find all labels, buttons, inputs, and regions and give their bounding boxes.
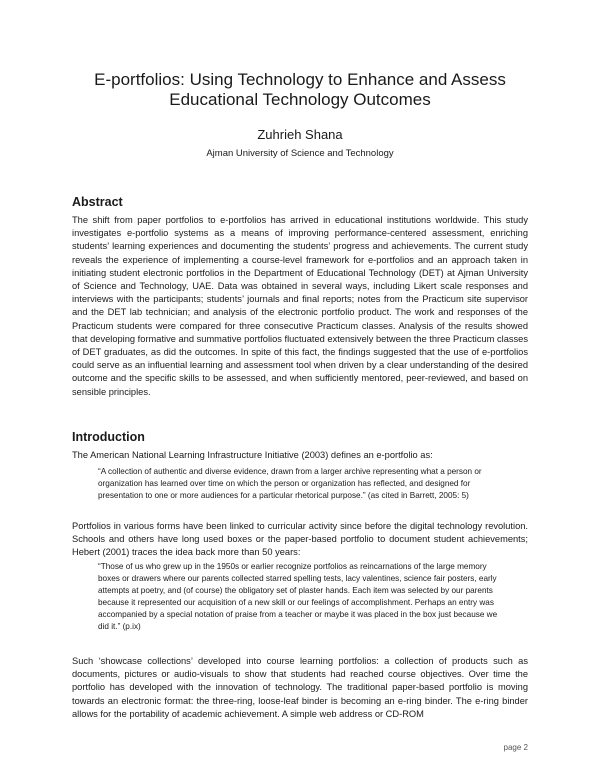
paper-title: E-portfolios: Using Technology to Enhance and Assess Educational Technology Outcomes <box>94 70 506 109</box>
abstract-text: The shift from paper portfolios to e-portfolios has arrived in educational institutions worldwide. This study investigates e-portfolio systems as a means of improving performance-centered assessment, enriching students’ learning experiences and documenting the students’ progress and achievements. The current study reveals the experience of implementing a course-level framework for e-portfolios and an approach taken in initiating student electronic portfolios in the Department of Educational Technology (DET) at Ajman University of Science and Technology, UAE. Data was obtained in several ways, including Likert scale responses and interviews with the participants; students’ journals and final reports; notes from the Practicum site supervisor and the DET lab technician; and analysis of the electronic portfolio product. The work and responses of the Practicum students were compared for three consecutive Practicum classes. Analysis of the results showed that developing formative and summative portfolios fluctuated extensively between the three Practicum classes of DET graduates, as did the outcomes. In spite of this fact, the findings suggested that the use of e-portfolios could serve as an influential learning and assessment tool when driven by a clear understanding of the desired outcome and the specific skills to be assessed, and when sufficiently mentored, peer-reviewed, and based on sensible principles. <box>72 215 528 397</box>
abstract-heading: Abstract <box>72 195 123 209</box>
intro-lead-paragraph: The American National Learning Infrastructure Initiative (2003) defines an e-portfolio as: <box>72 450 433 460</box>
page-number: page 2 <box>503 743 528 752</box>
author-affiliation: Ajman University of Science and Technology <box>206 148 394 159</box>
introduction-heading: Introduction <box>72 430 145 444</box>
intro-paragraph-2: Portfolios in various forms have been linked to curricular activity since before the digital technology revolution. Schools and others have long used boxes or the paper-based portfolio to document student achievements; Hebert (2001) traces the idea back more than 50 years: <box>72 521 528 558</box>
block-quote-definition: “A collection of authentic and diverse evidence, drawn from a larger archive representing what a person or organization has learned over time on which the person or organization has reflected, and designed for presentation to one or more audiences for a particular rhetorical purpose.” (as cited in Barrett, 2005: 5) <box>98 467 482 500</box>
block-quote-hebert: “Those of us who grew up in the 1950s or earlier recognize portfolios as reincarnations of the large memory boxes or drawers where our parents collected starred spelling tests, lacy valentines, science fair posters, early attempts at poetry, and (of course) the obligatory set of plaster hands. Each item was selected by our parents because it represented our acquisition of a new skill or our feelings of accomplishment. Perhaps an entry was accompanied by a special notation of praise from a teacher or maybe it was placed in the box just because we did it.” (p.ix) <box>98 562 498 631</box>
author-name: Zuhrieh Shana <box>257 127 343 142</box>
intro-paragraph-3: Such ‘showcase collections’ developed into course learning portfolios: a collection of products such as documents, pictures or audio-visuals to show that students had reached course objectives. Over time the portfolio has developed with the innovation of technology. The traditional paper-based portfolio is moving towards an electronic format: the three-ring, loose-leaf binder is becoming an e-ring binder. The e-ring binder allows for the portability of academic achievement. A simple web address or CD-ROM <box>72 656 528 719</box>
